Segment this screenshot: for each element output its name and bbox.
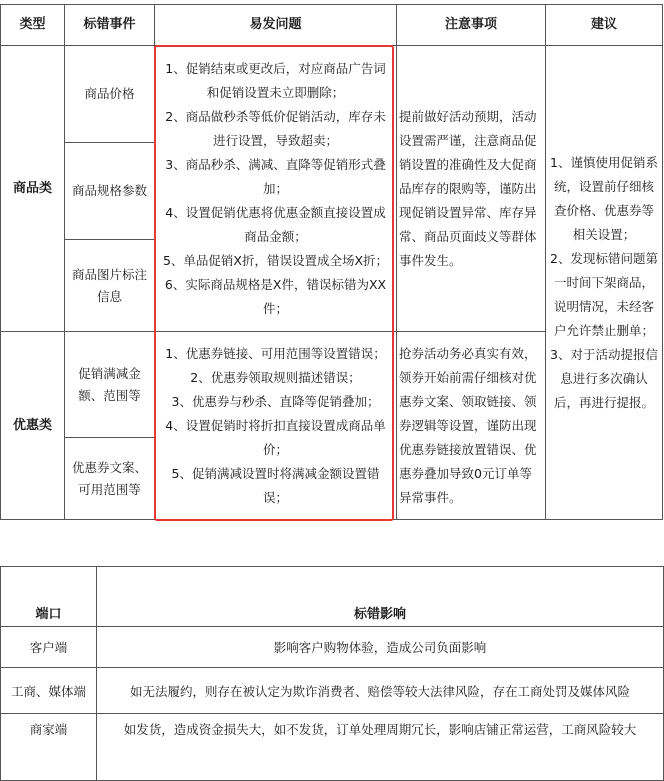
suggestion-item: 1、谨慎使用促销系统，设置前仔细核查价格、优惠券等相关设置； (550, 154, 658, 242)
issue-item: 4、设置促销优惠将优惠金额直接设置成商品金额； (165, 204, 386, 244)
issue-item: 4、设置促销时将折扣直接设置成商品单价； (165, 417, 386, 457)
header-suggestions: 建议 (546, 5, 663, 46)
impact-table (0, 566, 664, 781)
impact-cell: 如发货，造成资金损失大，如不发货，订单处理周期冗长，影响店铺正常运营，工商风险较大 (97, 714, 664, 781)
event-price: 商品价格 (65, 46, 155, 143)
issues-coupon-cell (155, 332, 397, 520)
issue-item: 1、优惠券链接、可用范围等设置错误； (165, 345, 386, 361)
issue-item: 2、商品做秒杀等低价促销活动，库存未进行设置，导致超卖； (165, 108, 386, 148)
type-coupon: 优惠类 (1, 332, 65, 520)
event-image: 商品图片标注信息 (65, 240, 155, 332)
issue-item: 2、优惠券领取规则描述错误； (190, 369, 361, 385)
impact-table-header (1, 567, 664, 627)
notes-product: 提前做好活动预期，活动设置需严谨，注意商品促销设置的准确性及大促商品库存的限购等，谨防出现促销设置异常、库存异常、商品页面歧义等群体事件发生。 (397, 46, 546, 332)
header-notes: 注意事项 (397, 5, 546, 46)
event-promo: 促销满减金额、范围等 (65, 332, 155, 438)
header-event: 标错事件 (65, 5, 155, 46)
issue-item: 5、促销满减设置时将满减金额设置错误； (171, 465, 380, 505)
issue-item: 5、单品促销X折，错误设置成全场X折； (162, 252, 389, 268)
issues-product-cell (155, 46, 397, 332)
event-coupon: 优惠券文案、可用范围等 (65, 438, 155, 520)
issues-table-header (1, 5, 663, 46)
table-row (1, 714, 664, 781)
impact-cell: 影响客户购物体验，造成公司负面影响 (97, 627, 664, 668)
issue-item: 3、优惠券与秒杀、直降等促销叠加； (171, 393, 380, 409)
port-cell: 工商、媒体端 (1, 668, 97, 714)
table-row (1, 627, 664, 668)
header-issues: 易发问题 (155, 5, 397, 46)
header-port: 端口 (1, 567, 97, 627)
suggestions-cell (546, 46, 663, 520)
suggestion-item: 3、对于活动提报信息进行多次确认后，再进行提报。 (550, 346, 658, 410)
header-impact: 标错影响 (97, 567, 664, 627)
issues-table (0, 4, 663, 520)
port-cell: 客户端 (1, 627, 97, 668)
impact-cell: 如无法履约，则存在被认定为欺诈消费者、赔偿等较大法律风险，存在工商处罚及媒体风险 (97, 668, 664, 714)
suggestion-item: 2、发现标错问题第一时间下架商品，说明情况，未经客户允许禁止删单； (550, 250, 658, 338)
notes-coupon: 抢券活动务必真实有效，领券开始前需仔细核对优惠券文案、领取链接、领券逻辑等设置，谨防出现优惠券链接放置错误、优惠券叠加导致0元订单等异常事件。 (397, 332, 546, 520)
table-row (1, 668, 664, 714)
table-row (1, 46, 663, 143)
port-cell: 商家端 (1, 714, 97, 781)
issue-item: 6、实际商品规格是X件，错误标错为XX件； (164, 276, 387, 316)
issue-item: 1、促销结束或更改后，对应商品广告词和促销设置未立即删除； (165, 60, 386, 100)
header-type: 类型 (1, 5, 65, 46)
event-spec: 商品规格参数 (65, 143, 155, 240)
type-product: 商品类 (1, 46, 65, 332)
issue-item: 3、商品秒杀、满减、直降等促销形式叠加； (165, 156, 386, 196)
